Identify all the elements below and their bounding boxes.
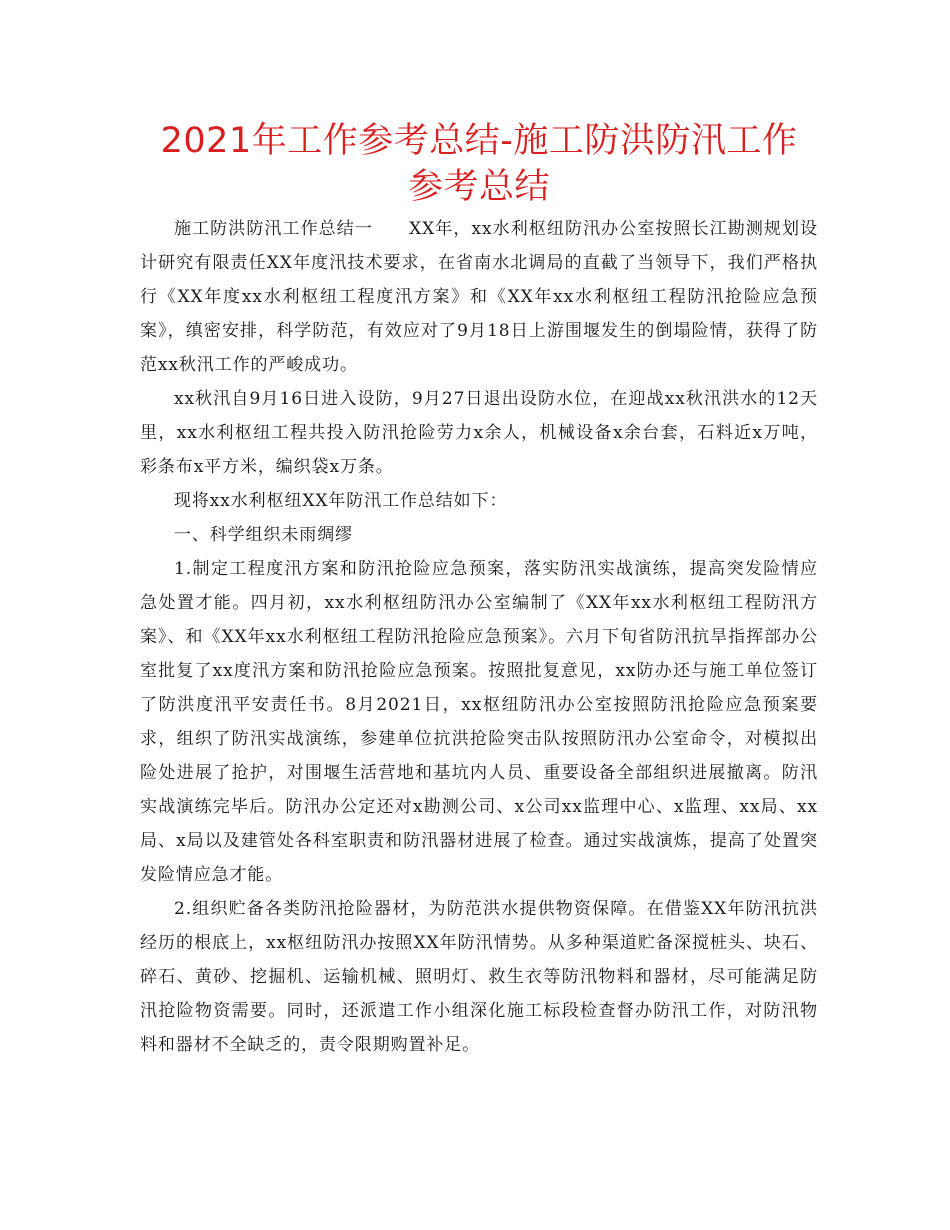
paragraph-item-1: 1.制定工程度汛方案和防汛抢险应急预案，落实防汛实战演练，提高突发险情应急处置才能。四月初，xx水利枢纽防汛办公室编制了《XX年xx水利枢纽工程防汛方案》、和《XX年xx水利枢纽工程防汛抢险应急预案》。六月下旬省防汛抗旱指挥部办公室批复了xx度汛方案和防汛抢险应急预案。按照批复意见，xx防办还与施工单位签订了防洪度汛平安责任书。8月2021日，xx枢纽防汛办公室按照防汛抢险应急预案要求，组织了防汛实战演练，参建单位抗洪抢险突击队按照防汛办公室命令，对模拟出险处进展了抢护，对围堰生活营地和基坑内人员、重要设备全部组织进展撤离。防汛实战演练完毕后。防汛办公定还对x勘测公司、x公司xx监理中心、x监理、xx局、xx局、x局以及建管处各科室职责和防汛器材进展了检查。通过实战演炼，提高了处置突发险情应急才能。 (140, 559, 818, 885)
section-heading-1: 一、科学组织未雨绸缪 (174, 525, 353, 545)
paragraph-summary-lead: 现将xx水利枢纽XX年防汛工作总结如下： (174, 491, 508, 511)
document-body (140, 212, 818, 1062)
document-title: 2021年工作参考总结-施工防洪防汛工作参考总结 (160, 121, 798, 207)
paragraph-item-2: 2.组织贮备各类防汛抢险器材，为防范洪水提供物资保障。在借鉴XX年防汛抗洪经历的根底上，xx枢纽防汛办按照XX年防汛情势。从多种渠道贮备深搅桩头、块石、碎石、黄砂、挖掘机、运输机械、照明灯、救生衣等防汛物料和器材，尽可能满足防汛抢险物资需要。同时，还派遣工作小组深化施工标段检查督办防汛工作，对防汛物料和器材不全缺乏的，责令限期购置补足。 (140, 899, 818, 1055)
paragraph-autumn-flood: xx秋汛自9月16日进入设防，9月27日退出设防水位，在迎战xx秋汛洪水的12天里，xx水利枢纽工程共投入防汛抢险劳力x余人，机械设备x余台套，石料近x万吨，彩条布x平方米，编织袋x万条。 (140, 389, 818, 477)
paragraph-intro: 施工防洪防汛工作总结一 XX年，xx水利枢纽防汛办公室按照长江勘测规划设计研究有限责任XX年度汛技术要求，在省南水北调局的直截了当领导下，我们严格执行《XX年度xx水利枢纽工程度汛方案》和《XX年xx水利枢纽工程防汛抢险应急预案》，缜密安排，科学防范，有效应对了9月18日上游围堰发生的倒塌险情，获得了防范xx秋汛工作的严峻成功。 (140, 219, 818, 375)
